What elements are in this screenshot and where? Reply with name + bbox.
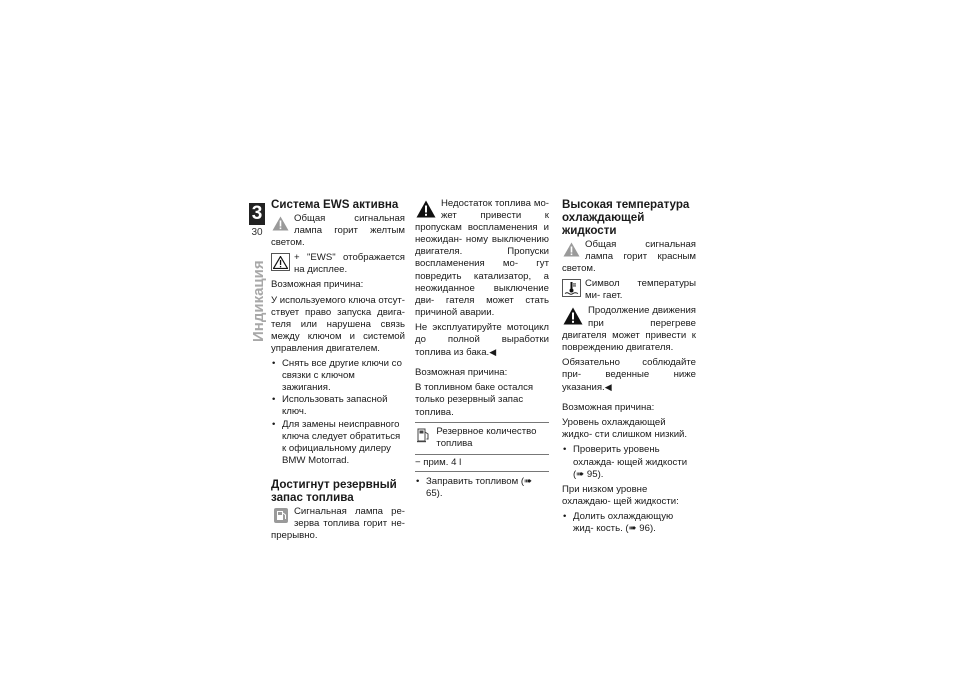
- coolant-lamp-block: [562, 239, 696, 278]
- ews-cause-text: У используемого ключа отсут- ствует право запуска двига- теля или нарушена связь между ключом и системой управления двигателем.: [271, 294, 405, 354]
- warning-triangle-icon: [415, 199, 437, 219]
- coolant-fill-list: [562, 511, 696, 535]
- reserve-quantity-box: [415, 422, 549, 472]
- list-item: • Заправить топливом (➠ 65).: [415, 476, 549, 500]
- list-item: • Для замены неисправного ключа следует обратиться к официальному дилеру BMW Motorrad.: [271, 419, 405, 467]
- warning-triangle-icon: [562, 306, 584, 326]
- fuel-reserve-lamp-icon: [271, 507, 290, 525]
- reserve-quantity-head: [415, 423, 549, 454]
- reserve-quantity-label: Резервное количество топлива: [436, 425, 537, 449]
- warning-triangle-display-icon: [271, 253, 290, 271]
- reserve-title: [271, 478, 405, 504]
- coolant-low-level-text: При низком уровне охлаждаю- щей жидкости:: [562, 483, 679, 507]
- coolant-notice-text: [562, 357, 696, 394]
- ews-display-text: + "EWS" отображается на дисплее.: [294, 252, 405, 276]
- reserve-title-line-1: Достигнут резервный: [271, 477, 397, 491]
- chapter-tab: 3: [249, 203, 265, 225]
- reserve-lamp-text: Сигнальная лампа ре- зерва топлива горит не- прерывно.: [271, 505, 405, 542]
- coolant-warning-block: [562, 305, 696, 356]
- fuel-warning-text: Недостаток топлива мо- жет привести к пропускам воспламенения и неожидан- ному выключению двигателя. Пропуски воспламенения мо- гут повредить катализатор, а неожиданное выключение дви- гателя может стать причиной аварии.: [415, 198, 549, 318]
- coolant-notice-body: Обязательно соблюдайте при- веденные ниже указания.: [562, 356, 696, 394]
- coolant-cause-text: Уровень охлаждающей жидко- сти слишком низкий.: [562, 417, 688, 441]
- fuel-cause-text: В топливном баке остался только резервный запас топлива.: [415, 382, 534, 418]
- ews-actions-list: [271, 358, 405, 467]
- coolant-title: [562, 198, 696, 237]
- ews-lamp-text: Общая сигнальная лампа горит желтым светом.: [271, 213, 405, 249]
- coolant-symbol-block: [562, 278, 696, 305]
- section-title: Индикация: [250, 260, 267, 342]
- end-mark-icon: ◀: [604, 382, 612, 393]
- end-mark-icon: ◀: [489, 347, 497, 358]
- column-3: [562, 198, 696, 538]
- list-item: • Проверить уровень охлажда- ющей жидкости (➠ 95).: [562, 444, 696, 480]
- column-1: [271, 198, 405, 545]
- column-2: [415, 198, 549, 503]
- reserve-title-line-2: запас топлива: [271, 490, 354, 504]
- reserve-quantity-value: − прим. 4 l: [415, 454, 549, 471]
- fuel-advice-body: Не эксплуатируйте мотоцикл до полной выработки топлива из бака.: [415, 321, 549, 359]
- page-number: 30: [251, 227, 263, 238]
- fuel-pump-icon: [415, 426, 430, 444]
- coolant-check-list: [562, 444, 696, 480]
- fuel-cause-label: Возможная причина:: [415, 367, 508, 379]
- general-warning-lamp-icon: [271, 214, 290, 232]
- ews-cause-label: Возможная причина:: [271, 279, 364, 291]
- list-item: • Снять все другие ключи со связки с ключом зажигания.: [271, 358, 405, 394]
- general-warning-lamp-icon: [562, 240, 581, 258]
- coolant-title-line-2: охлаждающей жидкости: [562, 211, 645, 237]
- reserve-lamp-block: [271, 506, 405, 545]
- fuel-warning-block: [415, 198, 549, 322]
- list-item: • Долить охлаждающую жид- кость. (➠ 96).: [562, 511, 696, 535]
- ews-display-block: [271, 252, 405, 279]
- ews-lamp-block: [271, 213, 405, 252]
- coolant-temperature-icon: [562, 279, 581, 297]
- ews-title: Система EWS активна: [271, 198, 399, 211]
- list-item: • Использовать запасной ключ.: [271, 394, 405, 418]
- coolant-lamp-text: Общая сигнальная лампа горит красным светом.: [562, 239, 696, 275]
- coolant-cause-label: Возможная причина:: [562, 402, 655, 414]
- coolant-symbol-text: Символ температуры ми- гает.: [585, 278, 696, 302]
- fuel-advice-text: [415, 322, 549, 359]
- fuel-actions-list: [415, 476, 549, 500]
- coolant-title-line-1: Высокая температура: [562, 198, 690, 211]
- coolant-warning-text: Продолжение движения при перегреве двигателя может привести к повреждению двигателя.: [562, 305, 696, 353]
